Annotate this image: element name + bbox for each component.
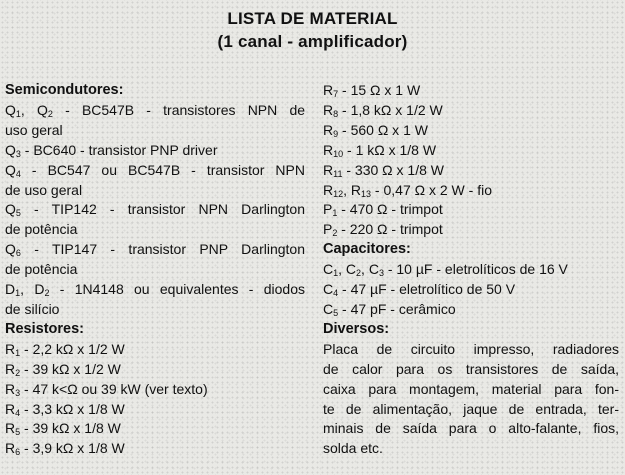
component-ref: R	[323, 141, 334, 158]
item-p2	[323, 220, 619, 240]
component-ref: Q	[5, 201, 16, 218]
ref-subscript: 6	[15, 248, 21, 259]
ref-subscript: 2	[356, 268, 362, 279]
component-ref: Q	[5, 141, 16, 158]
diversos-line: de calor para os transistores de saída,	[323, 360, 619, 377]
ref-subscript: 12	[333, 188, 344, 199]
item-d1-d2	[5, 280, 305, 300]
item-description: - 1,8 kΩ x 1/2 W	[338, 101, 443, 118]
item-description: - 560 Ω x 1 W	[338, 121, 428, 138]
item-description: - 1 kΩ x 1/8 W	[343, 141, 437, 158]
item-description: - 2,2 kΩ x 1/2 W	[20, 340, 125, 357]
title-block	[0, 7, 625, 53]
component-ref: R	[323, 161, 334, 178]
right-column	[323, 81, 619, 459]
item-r12-r13	[323, 181, 619, 201]
item-c5	[323, 300, 619, 320]
item-c4	[323, 280, 619, 300]
item-q4-cont: de uso geral	[5, 181, 83, 198]
item-description: - 47 k<Ω ou 39 kW (ver texto)	[20, 380, 208, 397]
component-ref: P	[323, 221, 333, 238]
component-ref: R	[5, 420, 16, 437]
item-description: - BC547 ou BC547B - transistor NPN	[20, 161, 305, 178]
ref-subscript: 5	[15, 208, 21, 219]
ref-subscript: 5	[333, 307, 339, 318]
component-ref: Q	[5, 101, 16, 118]
item-description: - 0,47 Ω x 2 W - fio	[371, 181, 492, 198]
ref-subscript: 3	[15, 148, 21, 159]
item-r2	[5, 360, 305, 380]
component-ref: , Q	[20, 101, 48, 118]
page-title: LISTA DE MATERIAL	[227, 9, 398, 28]
component-ref: C	[323, 281, 334, 298]
item-p1	[323, 200, 619, 220]
item-r4	[5, 400, 305, 420]
heading-resistores: Resistores:	[5, 320, 84, 337]
ref-subscript: 13	[361, 188, 372, 199]
item-q6	[5, 240, 305, 260]
component-ref: R	[323, 101, 334, 118]
item-description: - 220 Ω - trimpot	[337, 221, 443, 238]
item-r10	[323, 141, 619, 161]
ref-subscript: 4	[333, 288, 339, 299]
item-description: - 39 kΩ x 1/8 W	[20, 420, 121, 437]
component-ref: R	[323, 181, 334, 198]
component-ref: R	[5, 360, 16, 377]
ref-subscript: 10	[333, 148, 344, 159]
ref-subscript: 3	[378, 268, 384, 279]
item-d1-d2-cont: de silício	[5, 300, 60, 317]
component-ref: R	[323, 121, 334, 138]
item-r11	[323, 161, 619, 181]
diversos-line: caixa para montagem, material para fon-	[323, 380, 619, 397]
item-description: - 3,9 kΩ x 1/8 W	[20, 440, 125, 457]
ref-subscript: 11	[333, 168, 343, 179]
heading-semicondutores: Semicondutores:	[5, 82, 124, 98]
component-ref: C	[323, 300, 334, 317]
ref-subscript: 6	[15, 447, 21, 458]
item-r8	[323, 101, 619, 121]
item-description: - 39 kΩ x 1/2 W	[20, 360, 121, 377]
item-q5-cont: de potência	[5, 221, 78, 238]
item-r9	[323, 121, 619, 141]
component-ref: R	[5, 340, 16, 357]
ref-subscript: 8	[333, 108, 339, 119]
component-ref: C	[323, 261, 334, 278]
component-ref: R	[5, 380, 16, 397]
ref-subscript: 4	[15, 168, 21, 179]
ref-subscript: 1	[15, 288, 21, 299]
item-q1-q2-cont: uso geral	[5, 121, 63, 138]
component-ref: R	[5, 400, 16, 417]
component-ref: R	[5, 440, 16, 457]
component-ref: R	[323, 82, 334, 98]
ref-subscript: 1	[332, 208, 338, 219]
ref-subscript: 5	[15, 427, 21, 438]
ref-subscript: 1	[333, 268, 339, 279]
ref-subscript: 2	[15, 367, 21, 378]
component-ref: D	[5, 281, 16, 298]
ref-subscript: 3	[15, 387, 21, 398]
ref-subscript: 2	[47, 108, 53, 119]
ref-subscript: 7	[333, 89, 339, 99]
page-subtitle: (1 canal - amplificador)	[217, 32, 408, 51]
diversos-line: solda etc.	[323, 440, 383, 457]
left-column	[5, 81, 305, 459]
diversos-line: minais de saída para o alto-falante, fios,	[323, 420, 619, 437]
component-ref: P	[323, 201, 333, 218]
item-description: - TIP142 - transistor NPN Darlington	[20, 201, 305, 218]
ref-subscript: 9	[333, 128, 339, 139]
component-ref: Q	[5, 161, 16, 178]
ref-subscript: 4	[15, 407, 21, 418]
ref-subscript: 2	[44, 288, 50, 299]
ref-subscript: 1	[15, 108, 21, 119]
item-c1-c2-c3	[323, 260, 619, 280]
item-description: - 15 Ω x 1 W	[338, 82, 421, 98]
item-description: - BC640 - transistor PNP driver	[20, 141, 218, 158]
item-description: - BC547B - transistores NPN de	[52, 101, 306, 118]
item-r6	[5, 439, 305, 459]
item-q5	[5, 200, 305, 220]
item-r5	[5, 419, 305, 439]
heading-diversos: Diversos:	[323, 320, 390, 337]
item-description: - 1N4148 ou equivalentes - diodos	[49, 281, 305, 298]
item-description: - 470 Ω - trimpot	[337, 201, 443, 218]
ref-subscript: 1	[15, 347, 21, 358]
diversos-line: Placa de circuito impresso, radiadores	[323, 340, 619, 357]
component-ref: , C	[361, 261, 379, 278]
item-description: - 3,3 kΩ x 1/8 W	[20, 400, 125, 417]
item-description: - TIP147 - transistor PNP Darlington	[20, 241, 305, 258]
item-r7	[323, 81, 619, 101]
component-ref: Q	[5, 241, 16, 258]
component-ref: , R	[343, 181, 362, 198]
item-description: - 47 µF - eletrolítico de 50 V	[338, 281, 516, 298]
diversos-line: te de alimentação, jaque de entrada, ter-	[323, 400, 619, 417]
item-q6-cont: de potência	[5, 261, 78, 278]
item-description: - 10 µF - eletrolíticos de 16 V	[383, 261, 568, 278]
heading-capacitores: Capacitores:	[323, 241, 411, 258]
item-description: - 47 pF - cerâmico	[338, 300, 456, 317]
item-q3	[5, 141, 305, 161]
component-ref: , D	[20, 281, 45, 298]
component-ref: , C	[338, 261, 357, 278]
item-r1	[5, 340, 305, 360]
item-r3	[5, 380, 305, 400]
ref-subscript: 2	[332, 228, 338, 239]
item-q4	[5, 161, 305, 181]
item-q1-q2	[5, 101, 305, 121]
item-description: - 330 Ω x 1/8 W	[342, 161, 444, 178]
